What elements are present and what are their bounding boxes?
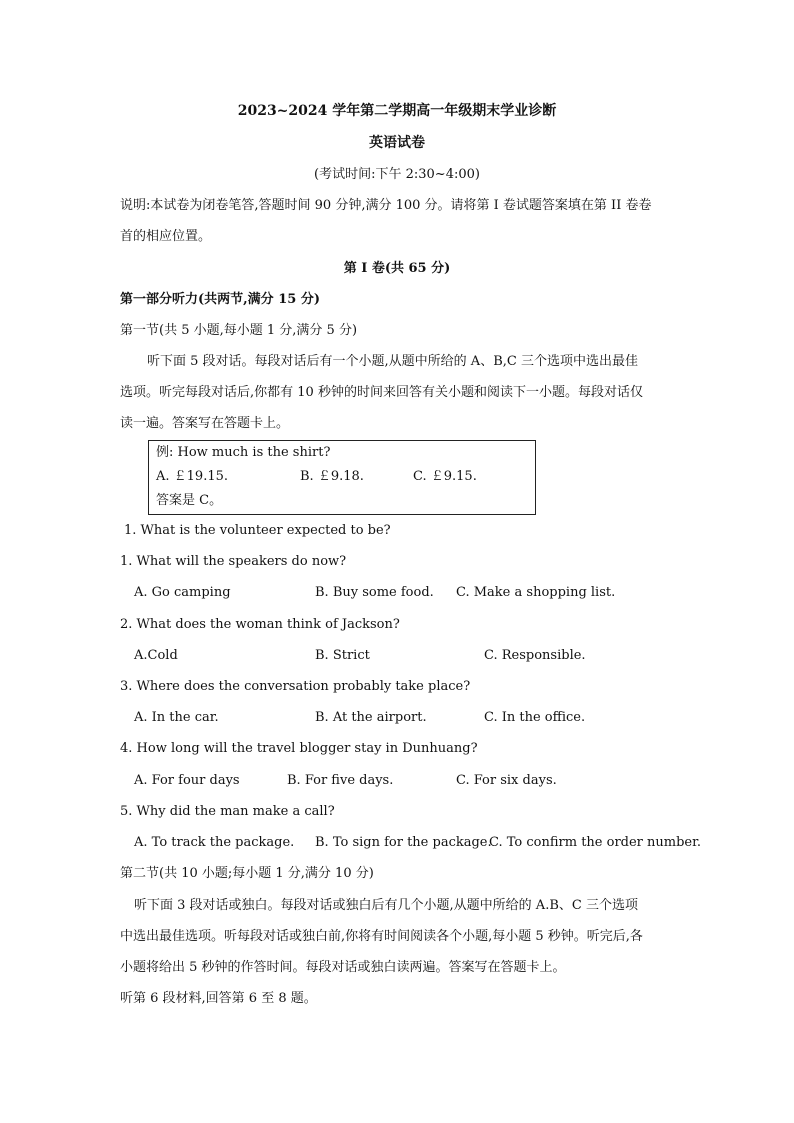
question-3-option-a: A. In the car.	[134, 710, 219, 725]
question-4-option-c: C. For six days.	[456, 773, 557, 788]
question-2-option-b: B. Strict	[315, 648, 370, 663]
question-3: 3. Where does the conversation probably take place?	[120, 679, 471, 694]
stray-question: 1. What is the volunteer expected to be?	[124, 523, 391, 538]
instructions-line-2: 首的相应位置。	[120, 229, 212, 244]
question-4-option-a: A. For four days	[134, 773, 240, 788]
section-2-directions-line-2: 中选出最佳选项。听每段对话或独白前,你将有时间阅读各个小题,每小题 5 秒钟。听完后,各	[120, 929, 643, 944]
exam-title: 2023~2024 学年第二学期高一年级期末学业诊断	[237, 103, 557, 119]
question-4: 4. How long will the travel blogger stay in Dunhuang?	[120, 741, 478, 756]
question-1-option-c: C. Make a shopping list.	[456, 585, 616, 600]
section-1-directions-line-2: 选项。听完每段对话后,你都有 10 秒钟的时间来回答有关小题和阅读下一小题。每段对话仅	[120, 385, 643, 400]
question-2: 2. What does the woman think of Jackson?	[120, 617, 400, 632]
question-5-option-a: A. To track the package.	[134, 835, 295, 850]
question-1-option-b: B. Buy some food.	[315, 585, 434, 600]
question-3-option-b: B. At the airport.	[315, 710, 427, 725]
exam-subtitle: 英语试卷	[369, 135, 425, 151]
question-5-option-b: B. To sign for the package.	[315, 835, 492, 850]
question-3-option-c: C. In the office.	[484, 710, 586, 725]
section-2-directions-line-1: 听下面 3 段对话或独白。每段对话或独白后有几个小题,从题中所给的 A.B、C 三个选项	[134, 898, 638, 913]
example-option-b: B. ￡9.18.	[300, 469, 364, 484]
exam-time: (考试时间:下午 2:30~4:00)	[314, 167, 480, 182]
example-option-c: C. ￡9.15.	[413, 469, 477, 484]
question-5-option-c: C. To confirm the order number.	[489, 835, 702, 850]
question-2-option-a: A.Cold	[134, 648, 178, 663]
volume-1-heading: 第 I 卷(共 65 分)	[343, 261, 451, 276]
question-4-option-b: B. For five days.	[287, 773, 394, 788]
question-1: 1. What will the speakers do now?	[120, 554, 347, 569]
section-1-directions-line-1: 听下面 5 段对话。每段对话后有一个小题,从题中所给的 A、B,C 三个选项中选出最佳	[147, 354, 638, 369]
question-1-option-a: A. Go camping	[134, 585, 231, 600]
section-1-heading: 第一节(共 5 小题,每小题 1 分,满分 5 分)	[120, 323, 358, 338]
section-2-directions-line-3: 小题将给出 5 秒钟的作答时间。每段对话或独白读两遍。答案写在答题卡上。	[120, 960, 566, 975]
part-1-heading: 第一部分听力(共两节,满分 15 分)	[120, 292, 320, 307]
example-answer: 答案是 C。	[156, 493, 223, 508]
instructions-line-1: 说明:本试卷为闭卷笔答,答题时间 90 分钟,满分 100 分。请将第 I 卷试题答案填在第 II 卷卷	[120, 198, 652, 213]
section-2-heading: 第二节(共 10 小题;每小题 1 分,满分 10 分)	[120, 866, 374, 881]
question-2-option-c: C. Responsible.	[484, 648, 586, 663]
section-1-directions-line-3: 读一遍。答案写在答题卡上。	[120, 416, 290, 431]
material-note: 听第 6 段材料,回答第 6 至 8 题。	[120, 991, 317, 1006]
example-question: 例: How much is the shirt?	[156, 445, 331, 460]
example-option-a: A. ￡19.15.	[156, 469, 229, 484]
question-5: 5. Why did the man make a call?	[120, 804, 335, 819]
